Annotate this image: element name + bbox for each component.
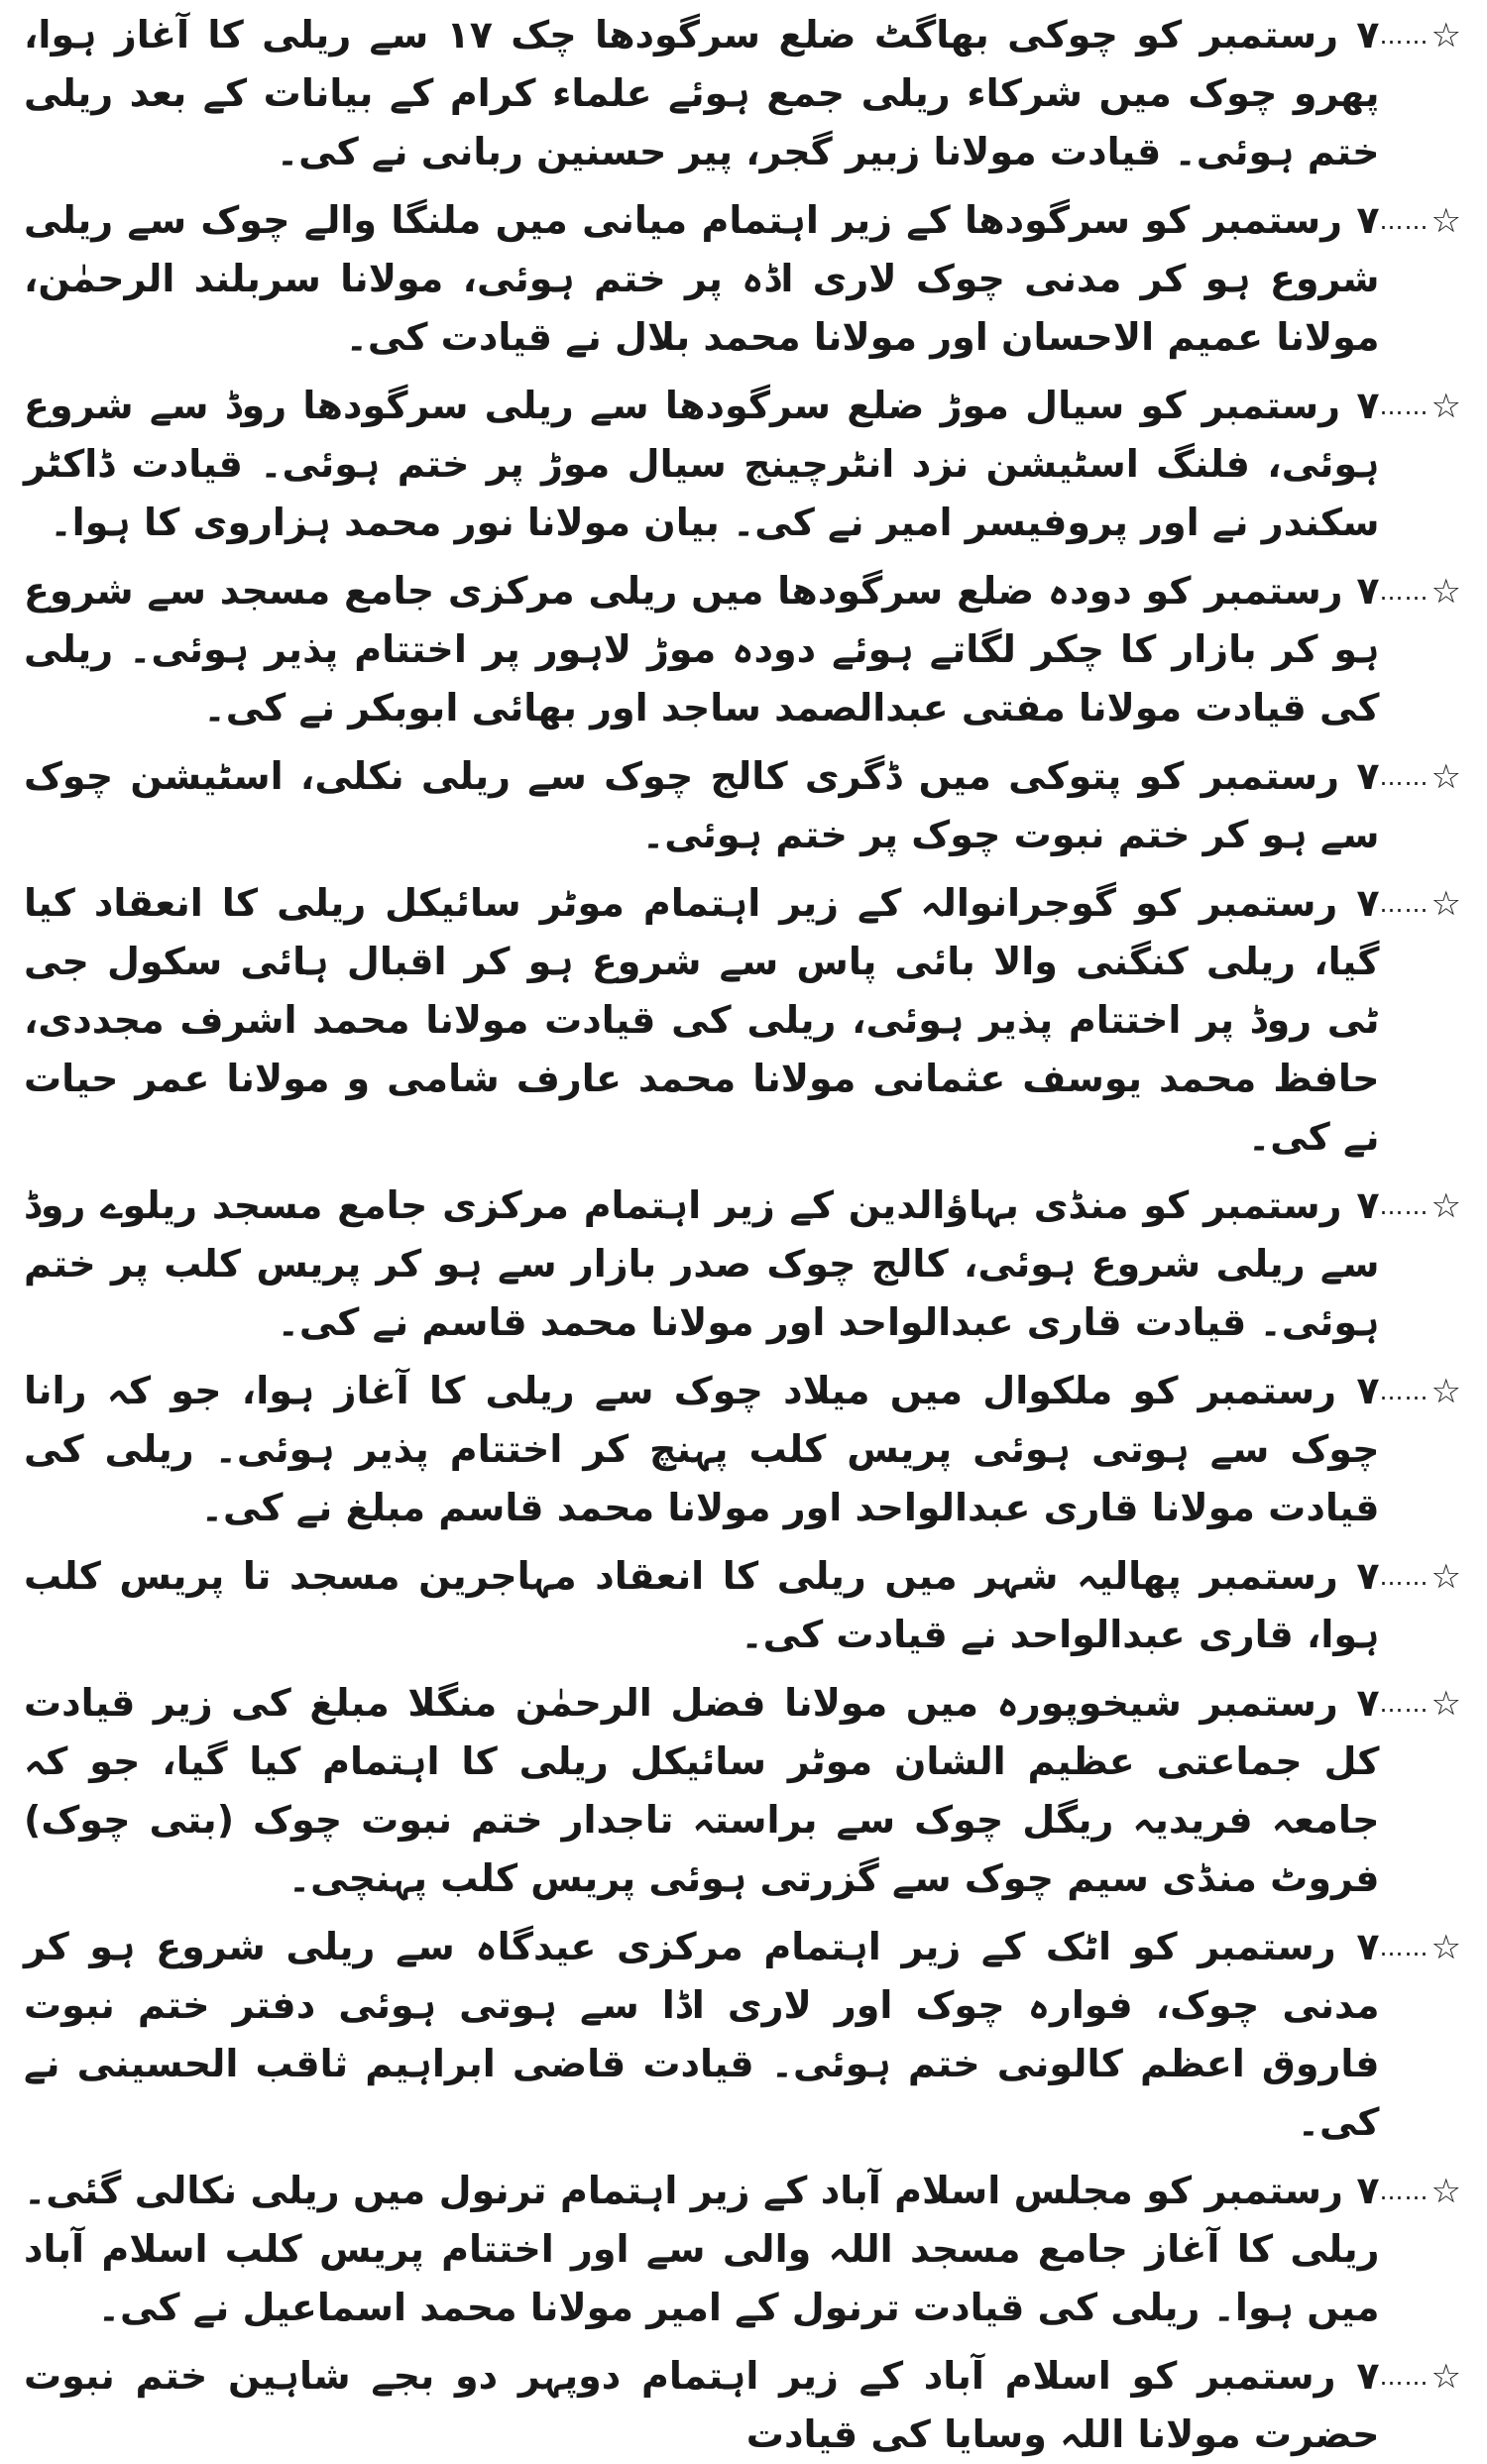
star-icon: ☆ (1430, 884, 1461, 924)
entry-text: ۷ رستمبر کو سرگودھا کے زیر اہتمام میانی میں ملنگا والے چوک سے ریلی شروع ہو کر مدنی چوک لاری اڈہ پر ختم ہوئی، مولانا سربلند الرحمٰن، مولانا عمیم الاحسان اور مولانا محمد بلال نے قیادت کی۔ (24, 198, 1380, 359)
leader-dots: …… (1379, 890, 1430, 918)
list-item (24, 377, 1461, 552)
star-icon: ☆ (1430, 1557, 1461, 1597)
list-item (24, 2347, 1461, 2464)
leader-dots: …… (1379, 1934, 1430, 1961)
leader-dots: …… (1379, 2363, 1430, 2391)
bullet-marker (1380, 1918, 1461, 1977)
entry-text: ۷ رستمبر کو مجلس اسلام آباد کے زیر اہتمام ترنول میں ریلی نکالی گئی۔ ریلی کا آغاز جامع مسجد اللہ والی سے اور اختتام پریس کلب اسلام آباد میں ہوا۔ ریلی کی قیادت ترنول کے امیر مولانا محمد اسماعیل نے کی۔ (24, 2169, 1380, 2329)
entry-text: ۷ رستمبر کو اسلام آباد کے زیر اہتمام دوپہر دو بجے شاہین ختم نبوت حضرت مولانا اللہ وسایا کی قیادت (24, 2354, 1380, 2456)
list-item (24, 562, 1461, 737)
star-icon: ☆ (1430, 1684, 1461, 1724)
document-page (24, 6, 1461, 2456)
bullet-marker (1380, 2347, 1461, 2407)
leader-dots: …… (1379, 578, 1430, 606)
list-item (24, 6, 1461, 181)
entry-text: ۷ رستمبر کو چوکی بھاگٹ ضلع سرگودھا چک ۱۷ سے ریلی کا آغاز ہوا، پھرو چوک میں شرکاء ریلی جمع ہوئے علماء کرام کے بیانات کے بعد ریلی ختم ہوئی۔ قیادت مولانا زبیر گجر، پیر حسنین ربانی نے کی۔ (24, 13, 1380, 173)
leader-dots: …… (1379, 392, 1430, 420)
leader-dots: …… (1379, 207, 1430, 235)
bullet-marker (1380, 747, 1461, 807)
list-item (24, 1176, 1461, 1352)
star-icon: ☆ (1430, 2172, 1461, 2211)
bullet-marker (1380, 874, 1461, 934)
bullet-marker (1380, 377, 1461, 436)
star-icon: ☆ (1430, 1928, 1461, 1967)
entries-list (24, 6, 1461, 2464)
leader-dots: …… (1379, 2178, 1430, 2205)
leader-dots: …… (1379, 1563, 1430, 1591)
bullet-marker (1380, 1362, 1461, 1421)
star-icon: ☆ (1430, 16, 1461, 56)
list-item (24, 1674, 1461, 1908)
bullet-marker (1380, 562, 1461, 621)
bullet-marker (1380, 1176, 1461, 1236)
list-item (24, 747, 1461, 864)
star-icon: ☆ (1430, 201, 1461, 241)
leader-dots: …… (1379, 763, 1430, 791)
leader-dots: …… (1379, 1378, 1430, 1405)
entry-text: ۷ رستمبر کو ملکوال میں میلاد چوک سے ریلی کا آغاز ہوا، جو کہ رانا چوک سے ہوتی ہوئی پریس کلب پہنچ کر اختتام پذیر ہوئی۔ ریلی کی قیادت مولانا قاری عبدالواحد اور مولانا محمد قاسم مبلغ نے کی۔ (24, 1369, 1380, 1529)
leader-dots: …… (1379, 1192, 1430, 1220)
star-icon: ☆ (1430, 572, 1461, 612)
star-icon: ☆ (1430, 1186, 1461, 1226)
leader-dots: …… (1379, 22, 1430, 50)
bullet-marker (1380, 2162, 1461, 2221)
entry-text: ۷ رستمبر شیخوپورہ میں مولانا فضل الرحمٰن منگلا مبلغ کی زیر قیادت کل جماعتی عظیم الشان موٹر سائیکل ریلی کا اہتمام کیا گیا، جو کہ جامعہ فریدیہ ریگل چوک سے براستہ تاجدار ختم نبوت چوک (بتی چوک) فروٹ منڈی سیم چوک سے گزرتی ہوئی پریس کلب پہنچی۔ (24, 1681, 1380, 1900)
star-icon: ☆ (1430, 387, 1461, 426)
list-item (24, 2162, 1461, 2337)
list-item (24, 1547, 1461, 1664)
bullet-marker (1380, 1674, 1461, 1734)
entry-text: ۷ رستمبر کو گوجرانوالہ کے زیر اہتمام موٹر سائیکل ریلی کا انعقاد کیا گیا، ریلی کنگنی والا بائی پاس سے شروع ہو کر اقبال ہائی سکول جی ٹی روڈ پر اختتام پذیر ہوئی، ریلی کی قیادت مولانا محمد اشرف مجددی، حافظ محمد یوسف عثمانی مولانا محمد عارف شامی و مولانا عمر حیات نے کی۔ (24, 881, 1380, 1159)
list-item (24, 874, 1461, 1167)
bullet-marker (1380, 6, 1461, 65)
entry-text: ۷ رستمبر کو سیال موڑ ضلع سرگودھا سے ریلی سرگودھا روڈ سے شروع ہوئی، فلنگ اسٹیشن نزد انٹرچینج سیال موڑ پر ختم ہوئی۔ قیادت ڈاکٹر سکندر نے اور پروفیسر امیر نے کی۔ بیان مولانا نور محمد ہزاروی کا ہوا۔ (24, 384, 1380, 544)
list-item (24, 1918, 1461, 2152)
entry-text: ۷ رستمبر کو پتوکی میں ڈگری کالج چوک سے ریلی نکلی، اسٹیشن چوک سے ہو کر ختم نبوت چوک پر ختم ہوئی۔ (24, 754, 1380, 856)
star-icon: ☆ (1430, 2357, 1461, 2397)
leader-dots: …… (1379, 1690, 1430, 1718)
star-icon: ☆ (1430, 1372, 1461, 1411)
star-icon: ☆ (1430, 757, 1461, 797)
entry-text: ۷ رستمبر کو منڈی بہاؤالدین کے زیر اہتمام مرکزی جامع مسجد ریلوے روڈ سے ریلی شروع ہوئی، کالج چوک صدر بازار سے ہو کر پریس کلب پر ختم ہوئی۔ قیادت قاری عبدالواحد اور مولانا محمد قاسم نے کی۔ (24, 1183, 1380, 1344)
list-item (24, 1362, 1461, 1537)
entry-text: ۷ رستمبر کو اٹک کے زیر اہتمام مرکزی عیدگاہ سے ریلی شروع ہو کر مدنی چوک، فوارہ چوک اور لاری اڈا سے ہوتی ہوئی دفتر ختم نبوت فاروق اعظم کالونی ختم ہوئی۔ قیادت قاضی ابراہیم ثاقب الحسینی نے کی۔ (24, 1925, 1380, 2144)
list-item (24, 191, 1461, 367)
entry-text: ۷ رستمبر کو دودہ ضلع سرگودھا میں ریلی مرکزی جامع مسجد سے شروع ہو کر بازار کا چکر لگاتے ہوئے دودہ موڑ لاہور پر اختتام پذیر ہوئی۔ ریلی کی قیادت مولانا مفتی عبدالصمد ساجد اور بھائی ابوبکر نے کی۔ (24, 569, 1380, 729)
entry-text: ۷ رستمبر پھالیہ شہر میں ریلی کا انعقاد مہاجرین مسجد تا پریس کلب ہوا، قاری عبدالواحد نے قیادت کی۔ (24, 1554, 1380, 1656)
bullet-marker (1380, 191, 1461, 251)
bullet-marker (1380, 1547, 1461, 1607)
